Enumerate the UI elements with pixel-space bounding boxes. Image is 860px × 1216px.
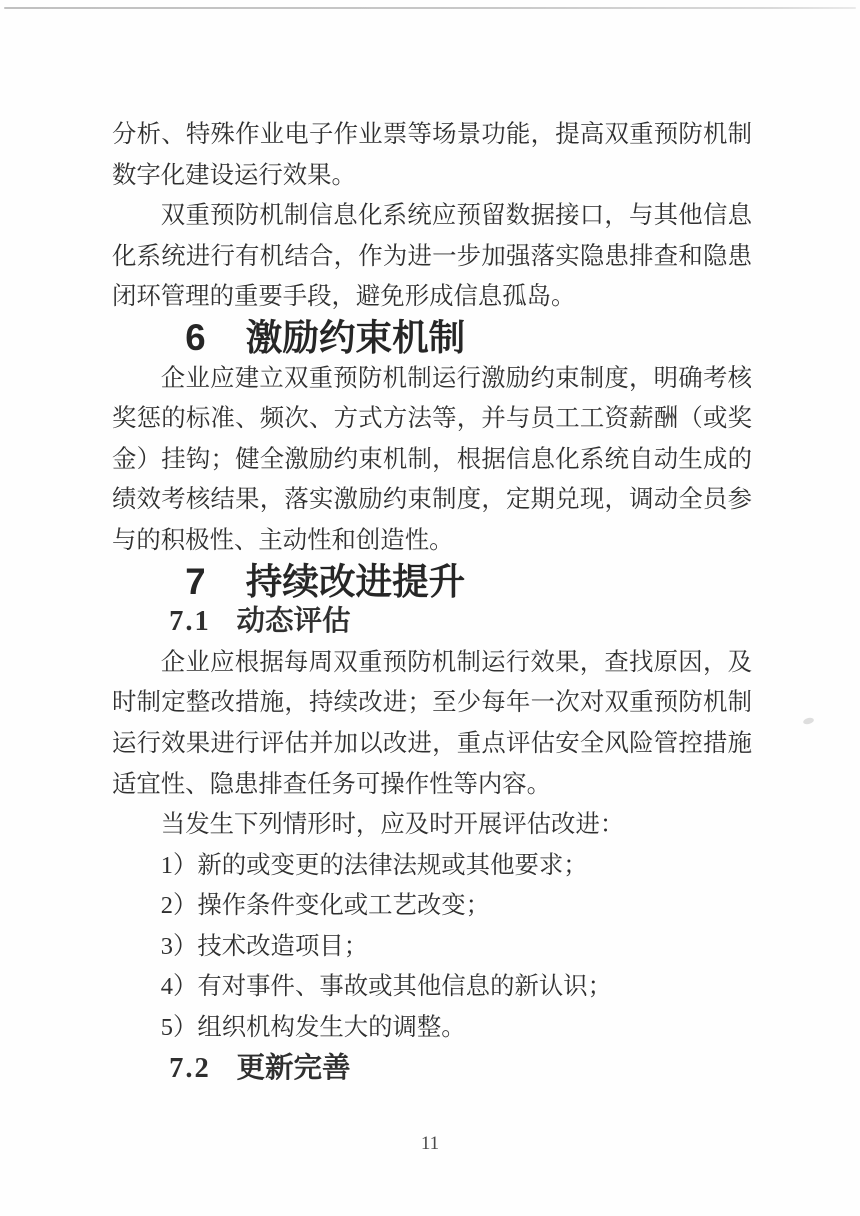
section-heading-6: [112, 318, 752, 359]
paragraph-list-intro: 当发生下列情形时，应及时开展评估改进：: [160, 811, 625, 839]
list-item: 3）技术改造项目；: [160, 932, 369, 960]
list-item: 5）组织机构发生大的调整。: [160, 1014, 466, 1042]
scan-artifact-smudge: [802, 717, 814, 726]
section-number: 6: [185, 316, 206, 358]
subsection-title: 动态评估: [236, 606, 351, 638]
page-number: 11: [420, 1133, 440, 1154]
paragraph-dynamic-evaluation: 企业应根据每周双重预防机制运行效果，查找原因，及时制定整改措施，持续改进；至少每年一次对双重预防机制运行效果进行评估并加以改进，重点评估安全风险管控措施适宜性、隐患排查任务可操作性等内容。: [112, 648, 752, 798]
section-heading-7: [112, 562, 752, 603]
document-page: [112, 115, 752, 1089]
condition-list: [112, 846, 752, 1049]
section-title: 持续改进提升: [245, 560, 466, 602]
section-title: 激励约束机制: [245, 316, 466, 358]
paragraph-info-system: 双重预防机制信息化系统应预留数据接口，与其他信息化系统进行有机结合，作为进一步加强落实隐患排查和隐患闭环管理的重要手段，避免形成信息孤岛。: [112, 202, 752, 311]
subsection-heading-7-2: [112, 1049, 752, 1090]
subsection-number: 7.1: [169, 606, 211, 638]
paragraph-continuation: 分析、特殊作业电子作业票等场景功能，提高双重预防机制数字化建设运行效果。: [112, 121, 752, 189]
subsection-heading-7-1: [112, 602, 752, 643]
list-item: 4）有对事件、事故或其他信息的新认识；: [160, 973, 613, 1001]
subsection-number: 7.2: [169, 1052, 211, 1084]
scan-artifact-top-line: [4, 7, 856, 9]
section-number: 7: [185, 560, 206, 602]
list-item: 1）新的或变更的法律法规或其他要求；: [160, 851, 588, 879]
subsection-title: 更新完善: [236, 1052, 351, 1084]
paragraph-incentive: 企业应建立双重预防机制运行激励约束制度，明确考核奖惩的标准、频次、方式方法等，并与员工工资薪酬（或奖金）挂钩；健全激励约束机制，根据信息化系统自动生成的绩效考核结果，落实激励约束制度，定期兑现，调动全员参与的积极性、主动性和创造性。: [112, 364, 752, 554]
list-item: 2）操作条件变化或工艺改变；: [160, 892, 491, 920]
